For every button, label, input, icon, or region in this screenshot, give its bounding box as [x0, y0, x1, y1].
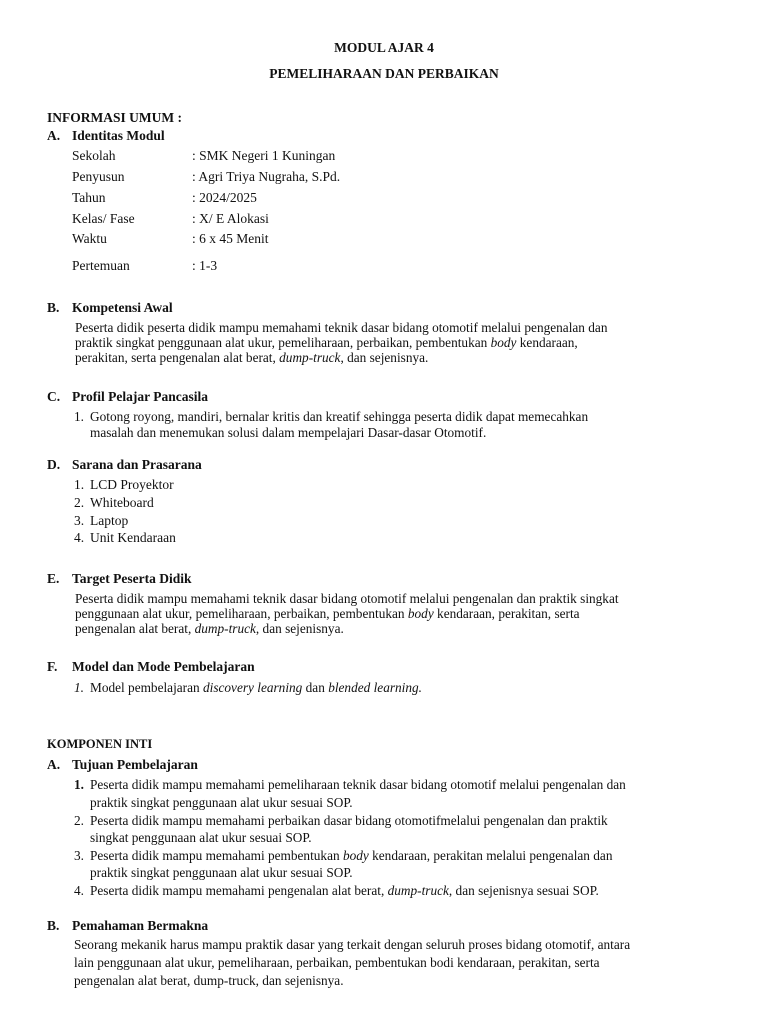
value-sekolah: : SMK Negeri 1 Kuningan	[192, 148, 336, 163]
pemahaman-bermakna-heading: Pemahaman Bermakna	[72, 918, 209, 933]
section-letter-a-inti: A.	[47, 757, 61, 772]
pemahaman-line-1: Seorang mekanik harus mampu praktik dasar yang terkait dengan seluruh proses bidang otomotif, antara	[74, 937, 631, 952]
profil-item-line-2: masalah dan menemukan solusi dalam mempelajari Dasar-dasar Otomotif.	[90, 425, 487, 440]
tujuan-item-number: 2.	[74, 813, 84, 828]
value-waktu: : 6 x 45 Menit	[192, 231, 269, 246]
module-subtitle: PEMELIHARAAN DAN PERBAIKAN	[269, 66, 499, 81]
tujuan-item-number: 3.	[74, 848, 84, 863]
list-item-number: 3.	[74, 513, 85, 528]
kompetensi-awal-heading: Kompetensi Awal	[72, 300, 173, 315]
section-letter-b: B.	[47, 300, 60, 315]
model-item-number: 1.	[74, 680, 84, 695]
list-item: Whiteboard	[90, 495, 154, 510]
section-letter-b-inti: B.	[47, 918, 60, 933]
tujuan-item-number: 1.	[74, 777, 84, 792]
kompetensi-line-3: perakitan, serta pengenalan alat berat, dump-truck, dan sejenisnya.	[75, 350, 429, 365]
list-item: Laptop	[90, 513, 129, 528]
value-kelas-fase: : X/ E Alokasi	[192, 211, 269, 226]
tujuan-item-number: 4.	[74, 883, 84, 898]
value-pertemuan: : 1-3	[192, 258, 218, 273]
label-sekolah: Sekolah	[72, 148, 116, 163]
target-line-2: penggunaan alat ukur, pemeliharaan, perbaikan, pembentukan body kendaraan, perakitan, serta	[75, 606, 580, 621]
tujuan-item-2-line-1: Peserta didik mampu memahami perbaikan dasar bidang otomotifmelalui pengenalan dan praktik	[90, 813, 608, 828]
section-letter-e: E.	[47, 571, 60, 586]
section-letter-c: C.	[47, 389, 61, 404]
section-letter-d: D.	[47, 457, 61, 472]
tujuan-item-3-line-1: Peserta didik mampu memahami pembentukan body kendaraan, perakitan melalui pengenalan dan	[90, 848, 613, 863]
model-pembelajaran-heading: Model dan Mode Pembelajaran	[72, 659, 255, 674]
label-kelas-fase: Kelas/ Fase	[72, 211, 135, 226]
sarana-prasarana-heading: Sarana dan Prasarana	[72, 457, 202, 472]
section-letter-f: F.	[47, 659, 58, 674]
profil-item-line-1: Gotong royong, mandiri, bernalar kritis dan kreatif sehingga peserta didik dapat memecahkan	[90, 409, 589, 424]
profil-item-number: 1.	[74, 409, 84, 424]
tujuan-item-2-line-2: singkat penggunaan alat ukur sesuai SOP.	[90, 830, 312, 845]
tujuan-pembelajaran-heading: Tujuan Pembelajaran	[72, 757, 198, 772]
list-item-number: 4.	[74, 530, 85, 545]
model-item: Model pembelajaran discovery learning dan blended learning.	[90, 680, 422, 695]
module-title: MODUL AJAR 4	[334, 40, 434, 55]
pemahaman-line-2: lain penggunaan alat ukur, pemeliharaan, perbaikan, pembentukan bodi kendaraan, perakitan, serta	[74, 955, 600, 970]
profil-pelajar-heading: Profil Pelajar Pancasila	[72, 389, 208, 404]
tujuan-item-1-line-1: Peserta didik mampu memahami pemeliharaan teknik dasar bidang otomotif melalui pengenalan dan	[90, 777, 626, 792]
label-waktu: Waktu	[72, 231, 107, 246]
target-line-1: Peserta didik mampu memahami teknik dasar bidang otomotif melalui pengenalan dan praktik singkat	[75, 591, 619, 606]
list-item-number: 1.	[74, 477, 85, 492]
tujuan-item-3-line-2: praktik singkat penggunaan alat ukur sesuai SOP.	[90, 865, 353, 880]
label-tahun: Tahun	[72, 190, 106, 205]
label-pertemuan: Pertemuan	[72, 258, 130, 273]
section-letter-a: A.	[47, 128, 61, 143]
value-tahun: : 2024/2025	[192, 190, 257, 205]
kompetensi-line-2: praktik singkat penggunaan alat ukur, pemeliharaan, perbaikan, pembentukan body kendaraan,	[75, 335, 578, 350]
label-penyusun: Penyusun	[72, 169, 125, 184]
tujuan-item-4: Peserta didik mampu memahami pengenalan alat berat, dump-truck, dan sejenisnya sesuai SOP.	[90, 883, 599, 898]
list-item: LCD Proyektor	[90, 477, 174, 492]
pemahaman-line-3: pengenalan alat berat, dump-truck, dan sejenisnya.	[74, 973, 344, 988]
target-peserta-heading: Target Peserta Didik	[72, 571, 192, 586]
informasi-umum-heading: INFORMASI UMUM :	[47, 110, 182, 125]
list-item-number: 2.	[74, 495, 85, 510]
target-line-3: pengenalan alat berat, dump-truck, dan sejenisnya.	[75, 621, 344, 636]
list-item: Unit Kendaraan	[90, 530, 176, 545]
kompetensi-line-1: Peserta didik peserta didik mampu memahami teknik dasar bidang otomotif melalui pengenalan dan	[75, 320, 608, 335]
value-penyusun: : Agri Triya Nugraha, S.Pd.	[192, 169, 341, 184]
komponen-inti-heading: KOMPONEN INTI	[47, 737, 153, 751]
identitas-modul-heading: Identitas Modul	[72, 128, 165, 143]
tujuan-item-1-line-2: praktik singkat penggunaan alat ukur sesuai SOP.	[90, 795, 353, 810]
